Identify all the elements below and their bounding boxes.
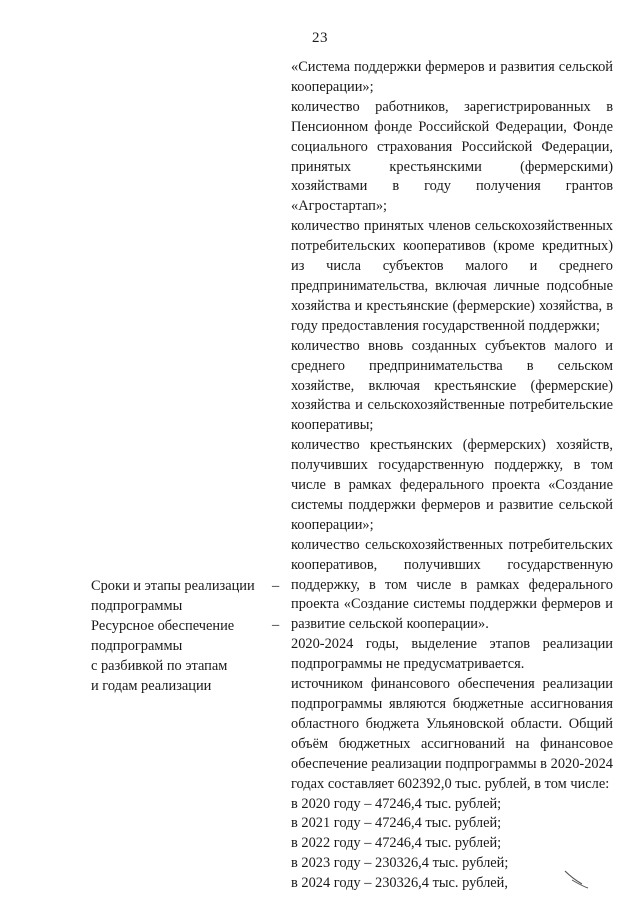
passport-labels-column <box>91 577 291 696</box>
indicator-paragraph: «Система поддержки фермеров и развития сельской кооперации»; <box>291 59 613 95</box>
funding-year-item: в 2021 году – 47246,4 тыс. рублей; <box>291 815 502 832</box>
indicator-paragraph: количество работников, зарегистрированных в Пенсионном фонде Российской Федерации, Фонде социального страхования Российской Федерации, принятых крестьянскими (фермерскими) хозяйствами в году получения грантов «Агростартап»; <box>291 98 613 215</box>
terms-value-paragraph: 2020-2024 годы, выделение этапов реализации подпрограммы не предусматривается. <box>291 636 613 673</box>
indicator-paragraph: количество вновь созданных субъектов малого и среднего предпринимательства в сельском хозяйстве, включая крестьянские (фермерские) хозяйства и сельскохозяйственные потребительские кооперативы; <box>291 337 613 434</box>
terms-label-line-1: Сроки и этапы реализации <box>91 578 255 594</box>
passport-values-column <box>291 58 613 894</box>
resources-separator-dash: – <box>272 617 280 633</box>
resources-value-paragraph: источником финансового обеспечения реализации подпрограммы являются бюджетные ассигнования областного бюджета Ульяновской области. Общий объём бюджетных ассигнований на финансовое обеспечение реализации подпрограммы в 2020-2024 годах составляет 602392,0 тыс. рублей, в том числе: <box>291 676 613 792</box>
indicator-paragraph: количество крестьянских (фермерских) хозяйств, получивших государственную поддержку, в том числе в рамках федерального проекта «Создание системы поддержки фермеров и развитие сельской кооперации»; <box>291 437 613 533</box>
funding-year-item: в 2024 году – 230326,4 тыс. рублей, <box>291 875 508 892</box>
terms-separator-dash: – <box>272 578 280 594</box>
funding-year-item: в 2020 году – 47246,4 тыс. рублей; <box>291 795 502 812</box>
funding-year-item: в 2022 году – 47246,4 тыс. рублей; <box>291 835 502 852</box>
resources-label-line-4: и годам реализации <box>91 677 212 694</box>
terms-label-line-2: подпрограммы <box>91 597 183 614</box>
pen-mark-icon <box>562 868 590 890</box>
resources-label-line-3: с разбивкой по этапам <box>91 657 228 674</box>
funding-year-item: в 2023 году – 230326,4 тыс. рублей; <box>291 855 509 872</box>
resources-label-line-1: Ресурсное обеспечение <box>91 617 235 634</box>
resources-label-line-2: подпрограммы <box>91 637 183 654</box>
indicator-paragraph: количество сельскохозяйственных потребительских кооперативов, получивших государственную поддержку, в том числе в рамках федерального проекта «Создание системы поддержки фермеров и развитие сельской кооперации». <box>291 536 613 633</box>
page-number: 23 <box>312 30 328 46</box>
indicator-paragraph: количество принятых членов сельскохозяйственных потребительских кооперативов (кроме кредитных) из числа субъектов малого и среднего предпринимательства, включая личные подсобные хозяйства и крестьянские (фермерские) хозяйства, в году предоставления государственной поддержки; <box>291 218 613 334</box>
